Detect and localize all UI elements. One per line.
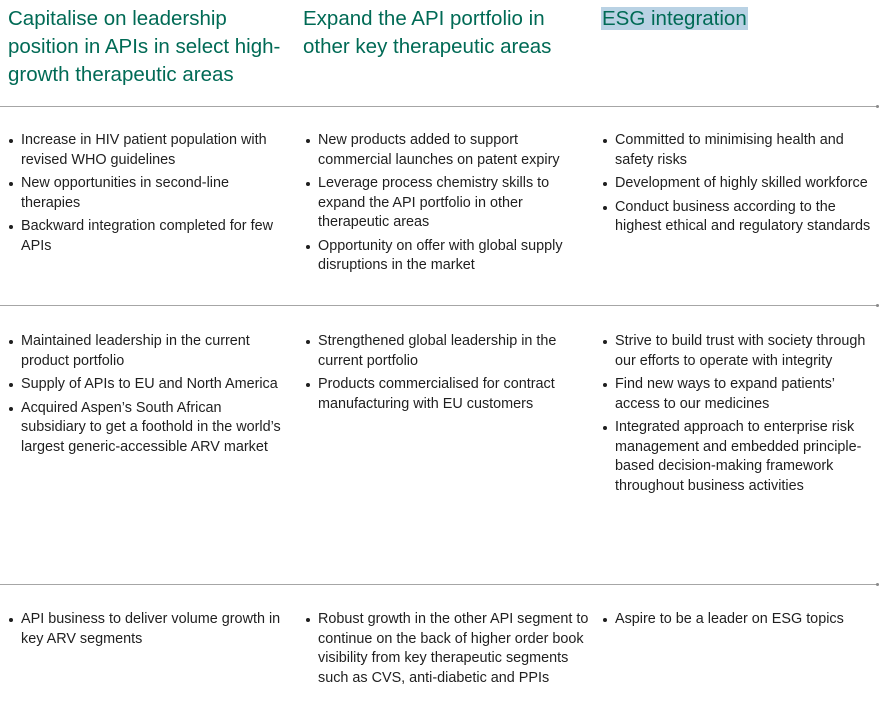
bullet-item: New opportunities in second-line therapies xyxy=(8,174,288,213)
bullet-list xyxy=(8,332,288,457)
row1-col1-cell xyxy=(8,131,288,260)
bullet-item: Maintained leadership in the current product portfolio xyxy=(8,332,288,371)
column-heading-esg-text: ESG integration xyxy=(602,7,747,30)
bullet-item: Robust growth in the other API segment to continue on the back of higher order book visibility from key therapeutic segments such as CVS, anti-diabetic and PPIs xyxy=(305,610,590,688)
bullet-item: Products commercialised for contract manufacturing with EU customers xyxy=(305,375,590,414)
bullet-list xyxy=(305,610,590,688)
bullet-item: Backward integration completed for few APIs xyxy=(8,217,288,256)
bullet-item: Integrated approach to enterprise risk management and embedded principle-based decision-making framework throughout business activities xyxy=(602,418,874,496)
bullet-list xyxy=(305,131,590,276)
bullet-list xyxy=(8,131,288,256)
bullet-item: Find new ways to expand patients’ access to our medicines xyxy=(602,375,874,414)
row1-col3-cell xyxy=(602,131,874,241)
bullet-item: Increase in HIV patient population with revised WHO guidelines xyxy=(8,131,288,170)
bullet-list xyxy=(602,610,874,630)
column-heading-leadership: Capitalise on leadership position in APIs in select high-growth therapeutic areas xyxy=(8,7,281,86)
bullet-item: Supply of APIs to EU and North America xyxy=(8,375,288,395)
row2-col3-cell xyxy=(602,332,874,500)
bullet-item: Leverage process chemistry skills to expand the API portfolio in other therapeutic areas xyxy=(305,174,590,233)
bullet-item: Committed to minimising health and safety risks xyxy=(602,131,874,170)
table-header xyxy=(0,0,879,100)
row3-col1-cell xyxy=(8,610,288,653)
bullet-item: Strive to build trust with society through our efforts to operate with integrity xyxy=(602,332,874,371)
row3-col3-cell xyxy=(602,610,874,634)
row-divider xyxy=(0,106,877,107)
row2-col1-cell xyxy=(8,332,288,461)
row1-col2-cell xyxy=(305,131,590,280)
bullet-item: New products added to support commercial launches on patent expiry xyxy=(305,131,590,170)
row2-col2-cell xyxy=(305,332,590,418)
column-heading-expand-portfolio: Expand the API portfolio in other key therapeutic areas xyxy=(303,7,552,58)
bullet-list xyxy=(305,332,590,414)
row3-col2-cell xyxy=(305,610,590,692)
row-divider xyxy=(0,305,877,306)
row-divider xyxy=(0,584,877,585)
bullet-item: Strengthened global leadership in the current portfolio xyxy=(305,332,590,371)
bullet-item: Development of highly skilled workforce xyxy=(602,174,874,194)
bullet-list xyxy=(602,131,874,237)
bullet-item: Acquired Aspen’s South African subsidiary to get a foothold in the world’s largest generic-accessible ARV market xyxy=(8,399,288,458)
bullet-item: API business to deliver volume growth in key ARV segments xyxy=(8,610,288,649)
column-heading-esg xyxy=(601,5,871,33)
bullet-list xyxy=(8,610,288,649)
bullet-list xyxy=(602,332,874,496)
bullet-item: Aspire to be a leader on ESG topics xyxy=(602,610,874,630)
bullet-item: Conduct business according to the highest ethical and regulatory standards xyxy=(602,198,874,237)
bullet-item: Opportunity on offer with global supply disruptions in the market xyxy=(305,237,590,276)
